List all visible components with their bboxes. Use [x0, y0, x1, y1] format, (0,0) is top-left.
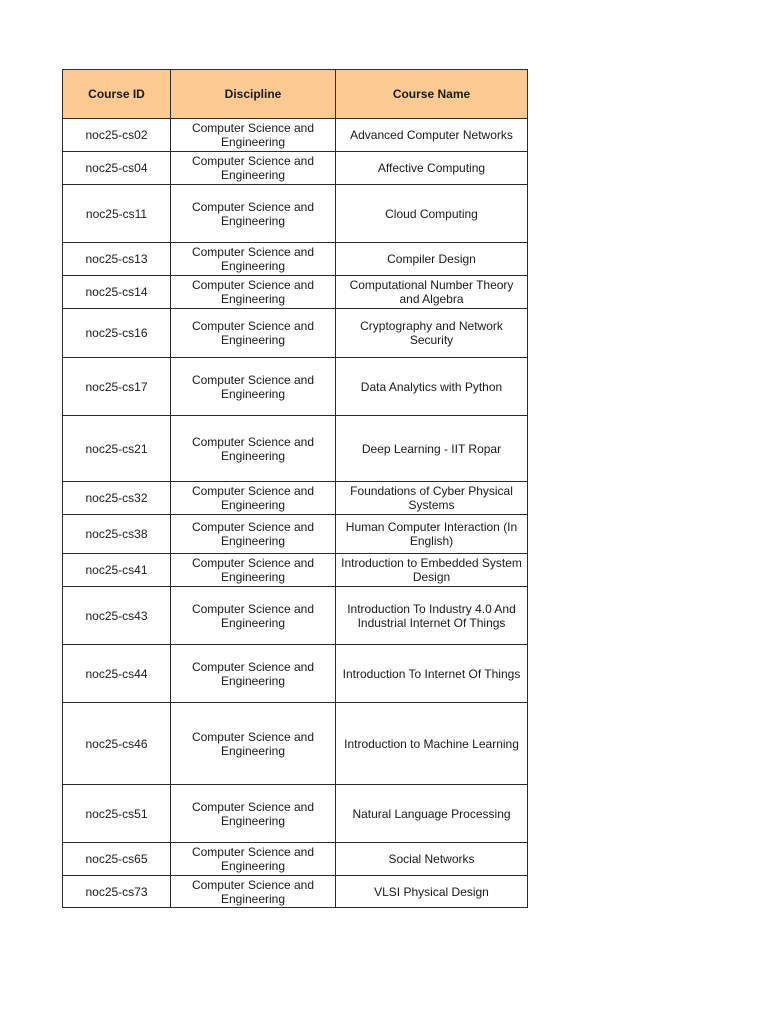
- course-id-cell: noc25-cs44: [63, 645, 171, 703]
- course-name-cell: Compiler Design: [336, 243, 528, 276]
- header-course-id: Course ID: [63, 70, 171, 119]
- table-row: [63, 876, 528, 908]
- course-id-cell: noc25-cs04: [63, 152, 171, 185]
- course-id-cell: noc25-cs17: [63, 358, 171, 416]
- table-row: [63, 152, 528, 185]
- course-table: [62, 69, 528, 908]
- table-row: [63, 554, 528, 587]
- discipline-cell: Computer Science and Engineering: [171, 416, 336, 482]
- table-row: [63, 416, 528, 482]
- discipline-cell: Computer Science and Engineering: [171, 309, 336, 358]
- course-id-cell: noc25-cs11: [63, 185, 171, 243]
- table-row: [63, 309, 528, 358]
- table-row: [63, 587, 528, 645]
- discipline-cell: Computer Science and Engineering: [171, 843, 336, 876]
- table-header-row: [63, 70, 528, 119]
- table-row: [63, 185, 528, 243]
- course-name-cell: Introduction To Internet Of Things: [336, 645, 528, 703]
- discipline-cell: Computer Science and Engineering: [171, 554, 336, 587]
- discipline-cell: Computer Science and Engineering: [171, 185, 336, 243]
- header-course-name: Course Name: [336, 70, 528, 119]
- course-id-cell: noc25-cs14: [63, 276, 171, 309]
- table-row: [63, 785, 528, 843]
- discipline-cell: Computer Science and Engineering: [171, 515, 336, 554]
- discipline-cell: Computer Science and Engineering: [171, 358, 336, 416]
- course-name-cell: Foundations of Cyber Physical Systems: [336, 482, 528, 515]
- course-name-cell: Affective Computing: [336, 152, 528, 185]
- course-name-cell: Advanced Computer Networks: [336, 119, 528, 152]
- table-row: [63, 276, 528, 309]
- course-name-cell: Deep Learning - IIT Ropar: [336, 416, 528, 482]
- course-id-cell: noc25-cs21: [63, 416, 171, 482]
- discipline-cell: Computer Science and Engineering: [171, 119, 336, 152]
- table-row: [63, 119, 528, 152]
- course-id-cell: noc25-cs02: [63, 119, 171, 152]
- course-id-cell: noc25-cs16: [63, 309, 171, 358]
- table-row: [63, 645, 528, 703]
- discipline-cell: Computer Science and Engineering: [171, 587, 336, 645]
- course-name-cell: Social Networks: [336, 843, 528, 876]
- course-id-cell: noc25-cs65: [63, 843, 171, 876]
- course-name-cell: Human Computer Interaction (In English): [336, 515, 528, 554]
- course-name-cell: VLSI Physical Design: [336, 876, 528, 908]
- table-row: [63, 843, 528, 876]
- course-name-cell: Cloud Computing: [336, 185, 528, 243]
- discipline-cell: Computer Science and Engineering: [171, 243, 336, 276]
- course-name-cell: Data Analytics with Python: [336, 358, 528, 416]
- table-row: [63, 703, 528, 785]
- course-id-cell: noc25-cs32: [63, 482, 171, 515]
- table-row: [63, 482, 528, 515]
- header-discipline: Discipline: [171, 70, 336, 119]
- course-name-cell: Natural Language Processing: [336, 785, 528, 843]
- course-id-cell: noc25-cs51: [63, 785, 171, 843]
- course-id-cell: noc25-cs41: [63, 554, 171, 587]
- course-id-cell: noc25-cs43: [63, 587, 171, 645]
- course-id-cell: noc25-cs13: [63, 243, 171, 276]
- course-name-cell: Introduction to Embedded System Design: [336, 554, 528, 587]
- course-name-cell: Cryptography and Network Security: [336, 309, 528, 358]
- table-row: [63, 515, 528, 554]
- course-name-cell: Computational Number Theory and Algebra: [336, 276, 528, 309]
- discipline-cell: Computer Science and Engineering: [171, 703, 336, 785]
- course-id-cell: noc25-cs38: [63, 515, 171, 554]
- course-id-cell: noc25-cs46: [63, 703, 171, 785]
- course-name-cell: Introduction to Machine Learning: [336, 703, 528, 785]
- discipline-cell: Computer Science and Engineering: [171, 645, 336, 703]
- discipline-cell: Computer Science and Engineering: [171, 152, 336, 185]
- table-row: [63, 358, 528, 416]
- discipline-cell: Computer Science and Engineering: [171, 276, 336, 309]
- discipline-cell: Computer Science and Engineering: [171, 785, 336, 843]
- course-name-cell: Introduction To Industry 4.0 And Industrial Internet Of Things: [336, 587, 528, 645]
- discipline-cell: Computer Science and Engineering: [171, 876, 336, 908]
- discipline-cell: Computer Science and Engineering: [171, 482, 336, 515]
- course-id-cell: noc25-cs73: [63, 876, 171, 908]
- table-row: [63, 243, 528, 276]
